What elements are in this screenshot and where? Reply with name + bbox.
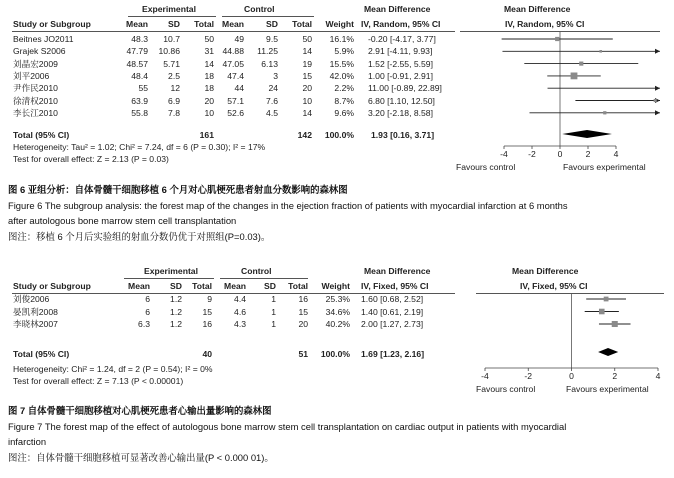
weight: 5.9% [334, 46, 354, 57]
x-tick-label: 0 [557, 149, 563, 159]
study-name: 刘俊2006 [13, 294, 50, 304]
ctrl-total: 14 [302, 107, 312, 118]
ctrl-sd: 24 [268, 83, 278, 94]
caption-en-1: Figure 7 The forest map of the effect of autologous bone marrow stem cell transplantation on cardiac output in patients with myocardial [8, 421, 567, 432]
ctrl-mean: 49 [234, 34, 244, 44]
weight: 8.7% [334, 95, 354, 106]
study-name: 李晓林2007 [13, 319, 58, 329]
exp-total: 16 [202, 319, 212, 329]
ctrl-mean: 44.88 [222, 46, 244, 57]
exp-mean: 63.9 [131, 95, 148, 106]
ctrl-mean: 57.1 [227, 95, 244, 106]
ctrl-mean: 4.4 [234, 294, 246, 304]
total-e: 40 [202, 349, 212, 359]
experimental-header: Experimental [144, 266, 198, 276]
study-name: Grajek S2006 [13, 46, 66, 57]
total-ci: 1.93 [0.16, 3.71] [371, 130, 435, 140]
plot-header: Mean Difference [512, 266, 579, 276]
exp-sd: 2.5 [168, 70, 180, 81]
col-weight: Weight [321, 281, 350, 291]
caption-en-2: after autologous bone marrow stem cell transplantation [8, 215, 237, 226]
ctrl-mean: 52.6 [227, 107, 244, 118]
ctrl-total: 16 [298, 294, 308, 304]
col-e-sd: SD [170, 281, 182, 291]
ctrl-sd: 3 [273, 70, 278, 81]
figure-note: 图注：自体骨髓干细胞移植可显著改善心输出量(P < 0.000 01)。 [8, 452, 274, 463]
ctrl-mean: 4.3 [234, 319, 246, 329]
md-ci: 1.40 [0.61, 2.19] [361, 306, 424, 317]
exp-sd: 5.71 [163, 58, 180, 69]
study-name: 晏凯利2008 [13, 306, 58, 317]
favours-experimental: Favours experimental [563, 162, 646, 172]
exp-mean: 48.57 [126, 58, 148, 69]
weight: 2.2% [334, 83, 354, 94]
md-ci: 3.20 [-2.18, 8.58] [368, 107, 433, 118]
x-tick-label: 4 [655, 371, 661, 381]
exp-total: 18 [204, 70, 214, 81]
weight: 42.0% [329, 70, 354, 81]
md-ci: 1.60 [0.68, 2.52] [361, 294, 424, 304]
caption-en-1: Figure 6 The subgroup analysis: the forest map of the changes in the ejection fraction of patients with myocardial infarction at 6 months [8, 200, 568, 211]
md-ci: 2.91 [-4.11, 9.93] [368, 46, 433, 57]
figure-note: 图注：移植 6 个月后实验组的射血分数仍优于对照组(P=0.03)。 [8, 231, 271, 242]
ctrl-sd: 11.25 [257, 46, 278, 57]
ctrl-total: 19 [302, 58, 312, 69]
overall-effect: Test for overall effect: Z = 7.13 (P < 0.00001) [13, 376, 184, 386]
x-tick-label: -4 [500, 149, 508, 159]
ctrl-sd: 1 [271, 319, 276, 329]
col-e-total: Total [194, 19, 214, 29]
md-subheader: IV, Fixed, 95% CI [361, 281, 429, 291]
col-e-sd: SD [168, 19, 180, 29]
x-tick-label: -2 [528, 149, 536, 159]
study-name: 李长江2010 [13, 107, 58, 118]
ctrl-total: 15 [302, 70, 312, 81]
exp-mean: 6 [145, 294, 150, 304]
ctrl-mean: 47.4 [227, 70, 244, 81]
col-c-sd: SD [266, 19, 278, 29]
caption-zh: 图 7 自体骨髓干细胞移植对心肌梗死患者心输出量影响的森林图 [8, 405, 272, 416]
weight: 9.6% [334, 107, 354, 118]
x-tick-label: -4 [481, 371, 489, 381]
col-study: Study or Subgroup [13, 19, 91, 29]
total-label: Total (95% CI) [13, 349, 70, 359]
total-c: 142 [297, 130, 312, 140]
ctrl-mean: 47.05 [222, 58, 244, 69]
weight: 34.6% [325, 306, 350, 317]
total-weight: 100.0% [324, 130, 354, 140]
ctrl-total: 14 [302, 46, 312, 57]
exp-total: 10 [204, 107, 214, 118]
md-subheader: IV, Random, 95% CI [361, 19, 441, 29]
col-c-mean: Mean [222, 19, 244, 29]
md-header: Mean Difference [364, 4, 431, 14]
ctrl-mean: 4.6 [234, 306, 246, 317]
col-e-mean: Mean [128, 281, 150, 291]
col-study: Study or Subgroup [13, 281, 91, 291]
x-tick-label: 2 [612, 371, 618, 381]
exp-mean: 48.4 [131, 70, 148, 81]
exp-mean: 47.79 [126, 46, 148, 57]
exp-mean: 55.8 [131, 107, 148, 118]
control-header: Control [241, 266, 272, 276]
weight: 40.2% [325, 319, 350, 329]
heterogeneity: Heterogeneity: Tau² = 1.02; Chi² = 7.24, df = 6 (P = 0.30); I² = 17% [13, 142, 266, 152]
ctrl-total: 50 [302, 34, 312, 44]
x-tick-label: -2 [524, 371, 533, 381]
ctrl-total: 20 [298, 319, 308, 329]
exp-mean: 48.3 [131, 34, 148, 44]
exp-sd: 7.8 [168, 107, 180, 118]
col-e-total: Total [192, 281, 212, 291]
ctrl-sd: 7.6 [266, 95, 278, 106]
study-square [612, 321, 618, 327]
study-name: 刘平2006 [13, 70, 50, 81]
col-c-total: Total [292, 19, 312, 29]
plot-header: Mean Difference [504, 4, 571, 14]
study-square [599, 309, 605, 315]
ctrl-sd: 4.5 [266, 107, 278, 118]
ctrl-total: 15 [298, 306, 308, 317]
ctrl-sd: 6.13 [261, 58, 278, 69]
total-ci: 1.69 [1.23, 2.16] [361, 349, 425, 359]
exp-total: 14 [204, 58, 214, 69]
weight: 15.5% [329, 58, 354, 69]
exp-total: 31 [204, 46, 214, 57]
col-weight: Weight [325, 19, 354, 29]
x-tick-label: 4 [613, 149, 619, 159]
study-name: 尹作民2010 [13, 83, 58, 94]
favours-control: Favours control [456, 162, 516, 172]
exp-sd: 6.9 [168, 95, 180, 106]
plot-subheader: IV, Fixed, 95% CI [520, 281, 588, 291]
study-name: 徐清权2010 [13, 95, 58, 106]
ctrl-sd: 9.5 [266, 34, 278, 44]
weight: 25.3% [325, 294, 350, 304]
exp-sd: 10.86 [158, 46, 180, 57]
study-name: 刘晶宏2009 [13, 58, 58, 69]
md-header: Mean Difference [364, 266, 431, 276]
favours-control: Favours control [476, 384, 536, 394]
md-ci: 1.00 [-0.91, 2.91] [368, 70, 433, 81]
md-ci: 1.52 [-2.55, 5.59] [368, 58, 433, 69]
ctrl-sd: 1 [271, 306, 276, 317]
control-header: Control [244, 4, 275, 14]
total-c: 51 [298, 349, 308, 359]
total-e: 161 [199, 130, 214, 140]
exp-total: 15 [202, 306, 212, 317]
caption-zh: 图 6 亚组分析：自体骨髓干细胞移植 6 个月对心肌梗死患者射血分数影响的森林图 [8, 184, 348, 195]
exp-sd: 12 [170, 83, 180, 94]
md-ci: 11.00 [-0.89, 22.89] [368, 83, 442, 94]
weight: 16.1% [329, 34, 354, 44]
overall-effect: Test for overall effect: Z = 2.13 (P = 0.03) [13, 154, 169, 164]
total-label: Total (95% CI) [13, 130, 70, 140]
md-ci: 2.00 [1.27, 2.73] [361, 319, 424, 329]
col-c-total: Total [288, 281, 308, 291]
md-ci: 6.80 [1.10, 12.50] [368, 95, 435, 106]
exp-total: 20 [204, 95, 214, 106]
x-tick-label: 0 [569, 371, 574, 381]
exp-mean: 6 [145, 306, 150, 317]
col-e-mean: Mean [126, 19, 148, 29]
col-c-mean: Mean [224, 281, 246, 291]
study-name: Beitnes JO2011 [13, 34, 74, 44]
ctrl-mean: 44 [234, 83, 244, 94]
md-ci: -0.20 [-4.17, 3.77] [368, 34, 436, 44]
total-weight: 100.0% [320, 349, 350, 359]
exp-mean: 6.3 [138, 319, 150, 329]
favours-experimental: Favours experimental [566, 384, 649, 394]
exp-total: 50 [204, 34, 214, 44]
ctrl-sd: 1 [271, 294, 276, 304]
study-square [604, 297, 609, 302]
ctrl-total: 10 [302, 95, 312, 106]
exp-sd: 10.7 [163, 34, 180, 44]
pooled-diamond [598, 348, 618, 356]
experimental-header: Experimental [142, 4, 196, 14]
exp-mean: 55 [138, 83, 148, 94]
exp-total: 9 [207, 294, 212, 304]
ctrl-total: 20 [302, 83, 312, 94]
plot-subheader: IV, Random, 95% CI [505, 19, 585, 29]
caption-en-2: infarction [8, 436, 47, 447]
exp-total: 18 [204, 83, 214, 94]
exp-sd: 1.2 [170, 306, 182, 317]
exp-sd: 1.2 [170, 319, 182, 329]
col-c-sd: SD [264, 281, 276, 291]
x-tick-label: 2 [585, 149, 591, 159]
exp-sd: 1.2 [170, 294, 182, 304]
heterogeneity: Heterogeneity: Chi² = 1.24, df = 2 (P = 0.54); I² = 0% [13, 364, 213, 374]
